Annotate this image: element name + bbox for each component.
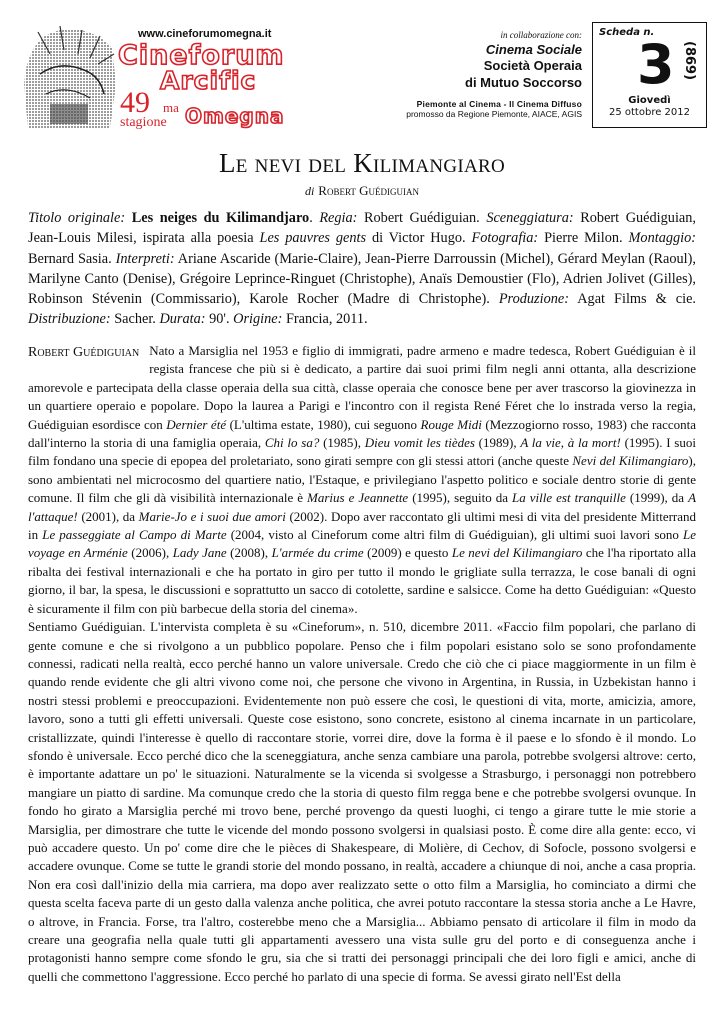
label-montaggio: Montaggio: <box>628 230 697 247</box>
poem-title: Les pauvres gents <box>259 230 367 247</box>
scheda-label: Scheda n. <box>599 27 655 38</box>
collaboration-block <box>406 30 582 119</box>
bio-paragraph-2: Sentiamo Guédiguian. L'intervista completa è su «Cineforum», n. 510, dicembre 2011. «Faccio film popolari, che parlano di gente comune e che si rivolgono a un pubblico popolare. Penso che i film popolari esistano solo se sono profondamente connessi, radicati nella realtà, ecco perché hanno un valore universale. Credo che ciò che ci piace maggiormente in un film è quando rende evidente che gli altri vivono come noi, che persone che vivono in Argentina, in Russia, in Uzbekistan hanno i nostri stessi problemi e preoccupazioni. Evidentemente non può essere che così, le questioni di vita, morte, amicizia, amore, lavoro, sono a tutti gli effetti universali. Queste cose esistono, sono concrete, esistono al cinema incarnate in un particolare, cristallizzate, quindi l'interesse è quello di raccontare storie, vorrei dire, dove la forma è il paese e lo sfondo è il mondo. Lo sfondo è universale. Ecco perché dico che la sceneggiatura, anche senza cambiare una parola, potrebbe svolgersi altrove: certo, è importante adattare un po' le situazioni. Naturalmente se la vicenda si svolgesse a Strasburgo, i personaggi non potrebbero mangiare un piatto di sardine. Ma comunque credo che la storia di questo film regga bene e che potrebbe svolgersi ovunque. In fondo ho girato a Marsiglia perché mi trovo bene, perché provengo da questi luoghi, ci tengo a girare tutte le mie storie a Marsiglia, per dimostrare che tutte le vicende del mondo possono svolgersi in qualsiasi posto. È come dire alla gente: ecco, vi può accadere questo. Un po' come dire che le pièces di Shakespeare, di Molière, di Cechov, di Sofocle, possono svolgersi e accadere ovunque. Come se tutte le grandi storie del mondo possano, in realtà, accadere a chiunque di noi, anche a casa propria. Non era così dall'inizio della mia carriera, ma dopo aver realizzato sette o otto film a Marsiglia, ho cominciato a dirmi che questa scelta faceva parte di un gesto dalla valenza anche politica, che avrei potuto raccontare la stessa storia anche a Le Havre, o altrove, in Francia. Forse, tra l'altro, costerebbe meno che a Marsiglia... Abbiamo pensato di articolare il film in modo da creare una geografia nella quale tutti gli appartamenti avessero una vista sulle gru del porto e di conseguenza anche i protagonisti hanno sempre come sfondo le gru, sia che si tratti dei personaggi principali che dei loro figli e amici, anche di quelli che commettono l'aggressione. Ecco perché ho parlato di una specie di forma. Se avessi girato nell'Est della <box>28 619 696 984</box>
logo-season-suffix: ma <box>163 100 179 115</box>
interpreti: Ariane Ascaride (Marie-Claire), Jean-Pierre Darroussin (Michel), Gérard Meylan (Raoul), Marilyne Canto (Denise), Grégoire Leprince-Ringuet (Christophe), Anaïs Demoustier (Flo), Adrien Jolivet (Gilles), Robinson Stévenin (Commissario), Karole Rocher (Madre di Christophe). <box>28 250 696 308</box>
label-sceneggiatura: Sceneggiatura: <box>486 210 574 226</box>
distribuzione: Sacher. <box>114 311 156 328</box>
sceneggiatura: Robert Guédiguian, Jean-Louis Milesi, ispirata alla poesia <box>28 210 696 247</box>
logo-season-number: 49 <box>120 86 150 119</box>
origine: Francia, 2011. <box>285 311 368 328</box>
produzione: Agat Films & cie. <box>577 291 697 308</box>
durata: 90'. <box>209 311 230 328</box>
collab-org1: Cinema Sociale <box>485 42 582 57</box>
fotografia: Pierre Milon. <box>544 230 623 247</box>
label-titolo: Titolo originale: <box>28 210 126 226</box>
film-title: Le nevi del Kilimangiaro <box>218 148 506 178</box>
director-name: Robert Guédiguian <box>318 183 420 198</box>
credits-paragraph: Titolo originale: Les neiges du Kilimandjaro. Regia: Robert Guédiguian. Sceneggiatura: Robert Guédiguian, Jean-Louis Milesi, ispirata alla poesia Les pauvres gents di Victor Hugo. Fotografia: Pierre Milon. Montaggio: Bernard Sasia. Interpreti: Ariane Ascaride (Marie-Claire), Jean-Pierre Darroussin (Michel), Gérard Meylan (Raoul), Marilyne Canto (Denise), Grégoire Leprince-Ringuet (Christophe), Anaïs Demoustier (Flo), Adrien Jolivet (Gilles), Robinson Stévenin (Commissario), Karole Rocher (Madre di Christophe). Produzione: Agat Films & cie. Distribuzione: Sacher. Durata: 90'. Origine: Francia, 2011. <box>28 210 697 328</box>
label-durata: Durata: <box>159 311 206 328</box>
collab-org3: di Mutuo Soccorso <box>465 75 582 90</box>
label-interpreti: Interpreti: <box>115 250 175 267</box>
film-director-line <box>0 183 724 199</box>
logo-omegna: Omegna <box>185 104 285 128</box>
biography-section <box>28 342 696 986</box>
scheda-number: 3 <box>637 33 675 96</box>
scheda-box <box>592 22 707 128</box>
label-regia: Regia: <box>319 210 358 226</box>
montaggio: Bernard Sasia. <box>28 250 112 267</box>
site-url[interactable]: www.cineforumomegna.it <box>138 28 272 40</box>
collab-promoted: promosso da Regione Piemonte, AIACE, AGIS <box>406 109 582 119</box>
label-produzione: Produzione: <box>498 291 569 308</box>
original-title: Les neiges du Kilimandjaro <box>131 210 310 226</box>
label-fotografia: Fotografia: <box>471 230 539 247</box>
scheda-date: 25 ottobre 2012 <box>608 107 690 118</box>
bio-paragraph-1: Nato a Marsiglia nel 1953 e figlio di immigrati, padre armeno e madre tedesca, Robert Guédiguian è il regista francese che più si è dedicato, a partire dai suoi primi film negli anni ottanta, alla descrizione amorevole e partecipata della classe operaia della sua città, classe operaia che conosce bene per aver trascorso la giovinezza in un quartiere operaio e popolare. Dopo la laurea a Parigi e l'incontro con il regista René Féret che lo instrada verso la regia, Guédiguian esordisce con Dernier été (L'ultima estate, 1980), cui seguono Rouge Midi (Mezzogiorno rosso, 1983) che racconta dall'interno la storia di una famiglia operaia, Chi lo sa? (1985), Dieu vomit les tièdes (1989), A la vie, à la mort! (1995). I suoi film fondano una specie di epopea del proletariato, sono girati sempre con gli stessi attori (anche queste Nevi del Kilimangiaro), sono ambientati nel microcosmo del quartiere natio, l'Estaque, e privilegiano l'aspetto politico e sociale dentro storie di gente comune. Il film che gli dà visibilità internazionale è Marius e Jeannette (1995), seguito da La ville est tranquille (1999), da A l'attaque! (2001), da Marie-Jo e i suoi due amori (2002). Dopo aver raccontato gli ultimi mesi di vita del presidente Mitterrand in Le passeggiate al Campo di Marte (2004, visto al Cineforum come altri film di Guédiguian), gli ultimi suoi lavori sono Le voyage en Arménie (2006), Lady Jane (2008), L'armée du crime (2009) e questo Le nevi del Kilimangiaro che l'ha riportato alla ribalta dei festival internazionali e che ha portato in giro per tutto il mondo le grigliate sulla terrazza, le cose banali di ogni giorno, il bar, la spesa, le discussioni e soprattutto un sacco di cotolette, sardine e salsicce. Come ha detto Guédiguian: «Questo è sicuramente il film con più barbecue della storia del cinema». <box>28 343 697 616</box>
scheda-code: (869) <box>682 41 697 81</box>
collab-org2: Società Operaia <box>483 58 582 73</box>
collab-program: Piemonte al Cinema - Il Cinema Diffuso <box>416 99 582 109</box>
collab-intro: in collaborazione con: <box>500 30 582 40</box>
logo-illustration <box>20 24 118 130</box>
logo-cineforum: Cineforum <box>118 40 285 71</box>
bio-author-name: Robert Guédiguian <box>28 345 140 360</box>
label-distribuzione: Distribuzione: <box>28 311 111 328</box>
regia: Robert Guédiguian. <box>364 210 480 226</box>
scheda-day: Giovedì <box>628 95 671 106</box>
label-origine: Origine: <box>233 311 283 328</box>
logo-arcific: Arcific <box>160 66 257 95</box>
poem-author: di Victor Hugo. <box>371 230 466 247</box>
logo-stagione: stagione <box>120 115 167 130</box>
director-prefix: di <box>304 184 315 198</box>
